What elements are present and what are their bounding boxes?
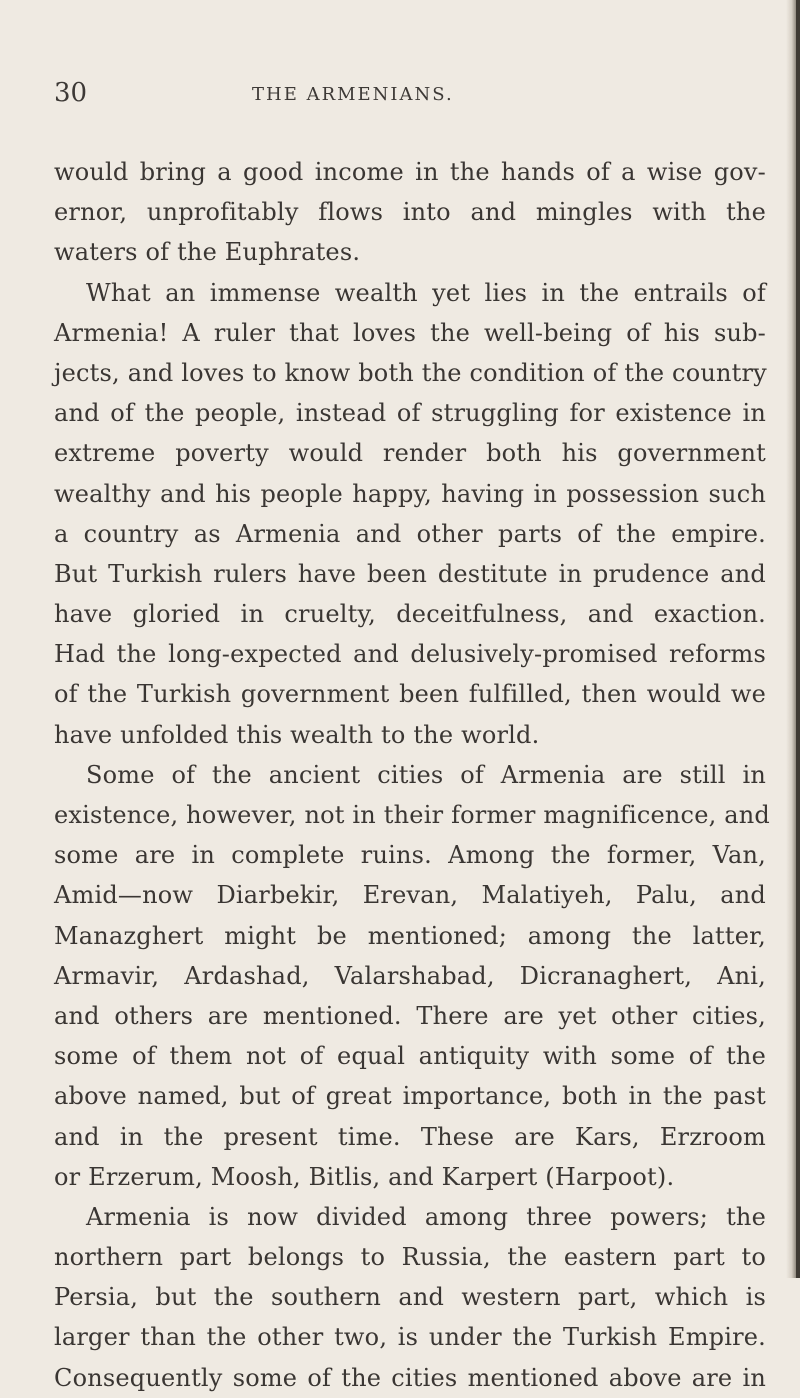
text-line: and others are mentioned. There are yet other cities, [54, 1001, 766, 1030]
text-line: Manazghert might be mentioned; among the latter, [54, 921, 766, 950]
page-number: 30 [54, 78, 88, 108]
text-line: What an immense wealth yet lies in the entrails of [86, 278, 766, 307]
text-line: would bring a good income in the hands of a wise gov- [54, 158, 766, 186]
text-line: Amid—now Diarbekir, Erevan, Malatiyeh, Palu, and [54, 881, 766, 910]
text-line: of the Turkish government been fulfilled, then would we [54, 680, 766, 709]
text-line: existence, however, not in their former magnificence, and [54, 801, 770, 829]
text-line: have unfolded this wealth to the world. [54, 720, 540, 749]
text-line: larger than the other two, is under the Turkish Empire. [54, 1323, 766, 1352]
text-line: have gloried in cruelty, deceitfulness, and exaction. [54, 600, 766, 629]
text-line: a country as Armenia and other parts of the empire. [54, 519, 766, 548]
text-line: waters of the Euphrates. [54, 238, 361, 267]
text-line: Some of the ancient cities of Armenia are still in [86, 760, 766, 789]
page-header [54, 78, 754, 118]
text-line: some of them not of equal antiquity with some of the [54, 1042, 766, 1071]
text-line: or Erzerum, Moosh, Bitlis, and Karpert (Harpoot). [54, 1162, 675, 1191]
text-line: and in the present time. These are Kars, Erzroom [54, 1122, 766, 1151]
text-line: wealthy and his people happy, having in possession such [54, 479, 766, 508]
text-line: Armenia! A ruler that loves the well-being of his sub- [54, 318, 766, 347]
text-line: Armenia is now divided among three powers; the [86, 1202, 766, 1231]
text-line: extreme poverty would render both his government [54, 439, 766, 468]
text-line: Consequently some of the cities mentioned above are in [54, 1363, 766, 1392]
text-line: some are in complete ruins. Among the former, Van, [54, 841, 766, 870]
running-head: THE ARMENIANS. [252, 84, 454, 105]
text-line: above named, but of great importance, both in the past [54, 1082, 766, 1111]
page-binding-edge [796, 0, 800, 1278]
text-line: Armavir, Ardashad, Valarshabad, Dicranaghert, Ani, [54, 961, 766, 990]
body-text [54, 152, 770, 1398]
text-line: Had the long-expected and delusively-promised reforms [54, 640, 766, 669]
text-line: But Turkish rulers have been destitute in prudence and [54, 559, 766, 588]
text-line: Persia, but the southern and western part, which is [54, 1283, 766, 1312]
text-line: ernor, unprofitably flows into and mingles with the [54, 198, 766, 227]
text-line: northern part belongs to Russia, the eastern part to [54, 1243, 766, 1272]
text-line: jects, and loves to know both the condition of the country [54, 358, 767, 387]
text-line: and of the people, instead of struggling for existence in [54, 399, 766, 428]
